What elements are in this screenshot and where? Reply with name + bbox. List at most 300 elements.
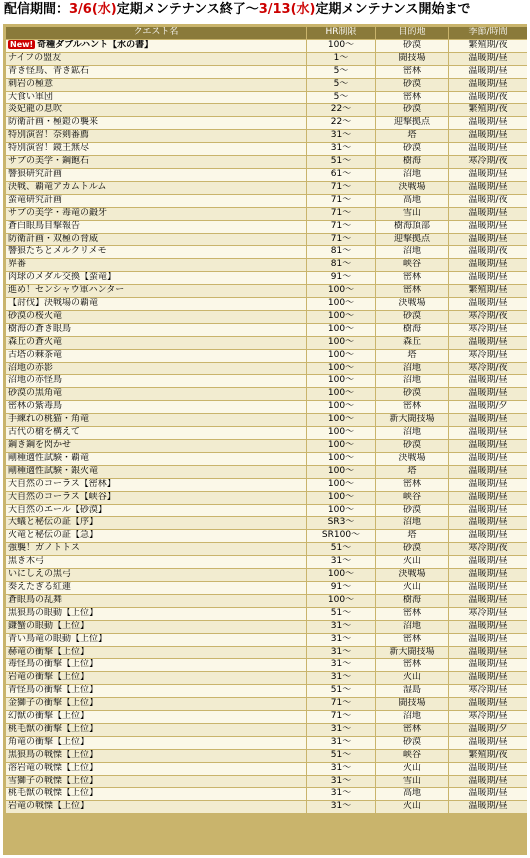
hr-limit-cell: 100〜 <box>307 569 375 581</box>
table-row <box>6 556 527 568</box>
destination-cell: 密林 <box>376 724 448 736</box>
season-time-cell: 温暖期/昼 <box>449 79 527 91</box>
table-row <box>6 595 527 607</box>
season-time-cell: 温暖期/昼 <box>449 117 527 129</box>
destination-cell: 沼地 <box>376 246 448 258</box>
table-row <box>6 363 527 375</box>
destination-cell: 密林 <box>376 401 448 413</box>
season-time-cell: 温暖期/昼 <box>449 466 527 478</box>
hr-limit-cell: 100〜 <box>307 492 375 504</box>
season-time-cell: 温暖期/昼 <box>449 259 527 271</box>
season-time-cell: 温暖期/昼 <box>449 298 527 310</box>
hr-limit-cell: 100〜 <box>307 401 375 413</box>
season-time-cell: 寒冷期/夜 <box>449 156 527 168</box>
quest-name-cell: 樹海の蒼き眼鳥 <box>6 324 306 336</box>
quest-name-cell: 溶岩竜の戦慄【上位】 <box>6 763 306 775</box>
table-row <box>6 479 527 491</box>
table-row <box>6 195 527 207</box>
season-time-cell: 温暖期/昼 <box>449 453 527 465</box>
table-row <box>6 608 527 620</box>
hr-limit-cell: SR100〜 <box>307 530 375 542</box>
quest-name-cell: 桃毛獣の戦慄【上位】 <box>6 788 306 800</box>
hr-limit-cell: 61〜 <box>307 169 375 181</box>
destination-cell: 雪山 <box>376 208 448 220</box>
destination-cell: 雪山 <box>376 776 448 788</box>
table-row <box>6 104 527 116</box>
season-time-cell: 温暖期/昼 <box>449 440 527 452</box>
quest-name-cell: 岩竜の戦慄【上位】 <box>6 801 306 813</box>
season-time-cell: 温暖期/昼 <box>449 414 527 426</box>
quest-name-cell: 砂漠の黒角竜 <box>6 388 306 400</box>
quest-name-cell: 沼地の赤影 <box>6 363 306 375</box>
season-time-cell: 温暖期/夜 <box>449 92 527 104</box>
season-time-cell: 温暖期/夕 <box>449 401 527 413</box>
season-time-cell: 寒冷期/夜 <box>449 311 527 323</box>
season-time-cell: 温暖期/昼 <box>449 530 527 542</box>
hr-limit-cell: 31〜 <box>307 556 375 568</box>
destination-cell: 塔 <box>376 466 448 478</box>
featured-quest-name: 奇種ダブルハント【水の書】 <box>37 39 154 50</box>
header-hr-limit: HR制限 <box>307 27 375 39</box>
destination-cell: 密林 <box>376 479 448 491</box>
quest-name-cell: 沼地の赤怪鳥 <box>6 375 306 387</box>
destination-cell: 密林 <box>376 92 448 104</box>
season-time-cell: 寒冷期/昼 <box>449 608 527 620</box>
table-row <box>6 530 527 542</box>
destination-cell: 迎撃拠点 <box>376 234 448 246</box>
hr-limit-cell: 100〜 <box>307 337 375 349</box>
quest-name-cell: いにしえの黒弓 <box>6 569 306 581</box>
quest-name-cell: 奏えたぎる紅蓮 <box>6 582 306 594</box>
table-row <box>6 453 527 465</box>
hr-limit-cell: 22〜 <box>307 117 375 129</box>
destination-cell: 樹海頂部 <box>376 221 448 233</box>
hr-limit-cell: 100〜 <box>307 298 375 310</box>
hr-limit-cell: 31〜 <box>307 763 375 775</box>
season-time-cell: 温暖期/昼 <box>449 595 527 607</box>
table-row <box>6 388 527 400</box>
hr-limit-cell: 5〜 <box>307 66 375 78</box>
destination-cell: 闘技場 <box>376 53 448 65</box>
destination-cell: 決戦場 <box>376 182 448 194</box>
quest-name-cell: 火竜と秘伝の証【急】 <box>6 530 306 542</box>
hr-limit-cell: 100〜 <box>307 414 375 426</box>
destination-cell: 砂漠 <box>376 104 448 116</box>
destination-cell: 新大闘技場 <box>376 647 448 659</box>
hr-limit-cell: 71〜 <box>307 234 375 246</box>
hr-limit-cell: 71〜 <box>307 711 375 723</box>
table-row <box>6 672 527 684</box>
quest-name-cell: 防衛計画・極鎧の襲来 <box>6 117 306 129</box>
hr-limit-cell: 5〜 <box>307 92 375 104</box>
season-time-cell: 温暖期/昼 <box>449 621 527 633</box>
quest-name-cell: 剛種適性試験・銀火竜 <box>6 466 306 478</box>
season-time-cell: 温暖期/昼 <box>449 375 527 387</box>
quest-name-cell: 青怪鳥の衝撃【上位】 <box>6 685 306 697</box>
season-time-cell: 温暖期/昼 <box>449 556 527 568</box>
quest-name-cell: 砂漠の桜火竜 <box>6 311 306 323</box>
quest-name-cell: 黒狼鳥の眼動【上位】 <box>6 608 306 620</box>
quest-name-cell: 黒き木弓 <box>6 556 306 568</box>
season-time-cell: 温暖期/昼 <box>449 582 527 594</box>
banner-prefix: 配信期間： <box>4 2 70 17</box>
table-row <box>6 724 527 736</box>
quest-name-cell: 黒狼鳥の戦慄【上位】 <box>6 750 306 762</box>
hr-limit-cell: 91〜 <box>307 272 375 284</box>
table-row <box>6 246 527 258</box>
table-row <box>6 543 527 555</box>
season-time-cell: 温暖期/昼 <box>449 517 527 529</box>
table-row <box>6 414 527 426</box>
destination-cell: 砂漠 <box>376 40 448 52</box>
destination-cell: 高地 <box>376 788 448 800</box>
hr-limit-cell: 51〜 <box>307 608 375 620</box>
destination-cell: 砂漠 <box>376 737 448 749</box>
season-time-cell: 温暖期/昼 <box>449 272 527 284</box>
hr-limit-cell: 31〜 <box>307 143 375 155</box>
quest-name-cell: サブの美学・毒竜の鍛牙 <box>6 208 306 220</box>
table-row <box>6 801 527 813</box>
quest-name-cell: 大自然のエール【砂漠】 <box>6 505 306 517</box>
hr-limit-cell: 100〜 <box>307 466 375 478</box>
season-time-cell: 温暖期/昼 <box>449 647 527 659</box>
hr-limit-cell: 100〜 <box>307 350 375 362</box>
hr-limit-cell: 51〜 <box>307 685 375 697</box>
season-time-cell: 繁殖期/夜 <box>449 750 527 762</box>
season-time-cell: 温暖期/昼 <box>449 169 527 181</box>
destination-cell: 火山 <box>376 582 448 594</box>
season-time-cell: 繁殖期/夜 <box>449 40 527 52</box>
hr-limit-cell: 31〜 <box>307 647 375 659</box>
quest-name-cell: 響狼研究計画 <box>6 169 306 181</box>
season-time-cell: 温暖期/昼 <box>449 659 527 671</box>
quest-name-cell: 金獅子の衝撃【上位】 <box>6 698 306 710</box>
quest-name-cell: 剛種適性試験・覇竜 <box>6 453 306 465</box>
table-row <box>6 763 527 775</box>
hr-limit-cell: 1〜 <box>307 53 375 65</box>
hr-limit-cell: 100〜 <box>307 40 375 52</box>
hr-limit-cell: 31〜 <box>307 672 375 684</box>
season-time-cell: 寒冷期/昼 <box>449 324 527 336</box>
hr-limit-cell: 100〜 <box>307 595 375 607</box>
table-header-row <box>6 27 527 39</box>
season-time-cell: 温暖期/夜 <box>449 246 527 258</box>
destination-cell: 砂漠 <box>376 440 448 452</box>
hr-limit-cell: 100〜 <box>307 375 375 387</box>
header-season-time: 季節/時間 <box>449 27 527 39</box>
table-row <box>6 285 527 297</box>
hr-limit-cell: 100〜 <box>307 285 375 297</box>
hr-limit-cell: 31〜 <box>307 801 375 813</box>
hr-limit-cell: 71〜 <box>307 208 375 220</box>
hr-limit-cell: 31〜 <box>307 724 375 736</box>
destination-cell: 沼地 <box>376 517 448 529</box>
table-row <box>6 634 527 646</box>
hr-limit-cell: 31〜 <box>307 130 375 142</box>
hr-limit-cell: SR3〜 <box>307 517 375 529</box>
season-time-cell: 温暖期/夕 <box>449 724 527 736</box>
quest-name-cell: 古塔の棘茶竜 <box>6 350 306 362</box>
destination-cell: 決戦場 <box>376 298 448 310</box>
hr-limit-cell: 100〜 <box>307 440 375 452</box>
season-time-cell: 温暖期/昼 <box>449 788 527 800</box>
hr-limit-cell: 51〜 <box>307 156 375 168</box>
quest-name-cell: 決戦、覇竜アカムトルム <box>6 182 306 194</box>
hr-limit-cell: 31〜 <box>307 621 375 633</box>
hr-limit-cell: 5〜 <box>307 79 375 91</box>
destination-cell: 決戦場 <box>376 453 448 465</box>
hr-limit-cell: 22〜 <box>307 104 375 116</box>
destination-cell: 密林 <box>376 659 448 671</box>
destination-cell: 密林 <box>376 634 448 646</box>
season-time-cell: 温暖期/昼 <box>449 763 527 775</box>
destination-cell: 塔 <box>376 350 448 362</box>
season-time-cell: 温暖期/昼 <box>449 479 527 491</box>
quest-name-cell: 桃毛獣の衝撃【上位】 <box>6 724 306 736</box>
table-row <box>6 143 527 155</box>
header-destination: 目的地 <box>376 27 448 39</box>
quest-name-cell: 青き怪鳥、青き鉱石 <box>6 66 306 78</box>
quest-name-cell: 蒼眼鳥の乱舞 <box>6 595 306 607</box>
season-time-cell: 寒冷期/夜 <box>449 543 527 555</box>
destination-cell: 火山 <box>376 672 448 684</box>
table-row <box>6 427 527 439</box>
season-time-cell: 温暖期/昼 <box>449 66 527 78</box>
hr-limit-cell: 51〜 <box>307 750 375 762</box>
season-time-cell: 温暖期/昼 <box>449 221 527 233</box>
table-row <box>6 505 527 517</box>
destination-cell: 火山 <box>376 556 448 568</box>
season-time-cell: 温暖期/昼 <box>449 801 527 813</box>
quest-name-cell: 特別演習！鏡王無尽 <box>6 143 306 155</box>
season-time-cell: 温暖期/昼 <box>449 672 527 684</box>
quest-name-cell: 幻獣の衝撃【上位】 <box>6 711 306 723</box>
destination-cell: 砂漠 <box>376 543 448 555</box>
header-quest-name: クエスト名 <box>6 27 306 39</box>
table-row <box>6 582 527 594</box>
banner-mid: 定期メンテナンス終了〜 <box>116 2 259 17</box>
season-time-cell: 温暖期/昼 <box>449 208 527 220</box>
destination-cell: 迎撃拠点 <box>376 117 448 129</box>
quest-name-cell: 特別演習！奈剣番薦 <box>6 130 306 142</box>
season-time-cell: 繁殖期/昼 <box>449 285 527 297</box>
quest-name-cell: 炎妃龍の息吹 <box>6 104 306 116</box>
destination-cell: 砂漠 <box>376 143 448 155</box>
quest-name-cell: 赫竜の衝撃【上位】 <box>6 647 306 659</box>
quest-name-cell: サブの美学・鋼飽石 <box>6 156 306 168</box>
season-time-cell: 温暖期/昼 <box>449 143 527 155</box>
destination-cell: 塔 <box>376 130 448 142</box>
table-row <box>6 401 527 413</box>
table-row <box>6 517 527 529</box>
table-row <box>6 375 527 387</box>
quest-name-cell: 肉球のメダル交換【蛮竜】 <box>6 272 306 284</box>
destination-cell: 峡谷 <box>376 750 448 762</box>
season-time-cell: 温暖期/昼 <box>449 698 527 710</box>
table-row <box>6 66 527 78</box>
quest-name-cell: 響狼たちとメルクリメモ <box>6 246 306 258</box>
destination-cell: 樹海 <box>376 156 448 168</box>
destination-cell: 砂漠 <box>376 388 448 400</box>
quest-name-cell: 刺岩の極意 <box>6 79 306 91</box>
table-row <box>6 737 527 749</box>
destination-cell: 砂漠 <box>376 311 448 323</box>
table-row <box>6 711 527 723</box>
destination-cell: 密林 <box>376 66 448 78</box>
quest-table-frame <box>3 24 527 855</box>
quest-name-cell: 防衛計画・双極の脅威 <box>6 234 306 246</box>
hr-limit-cell: 100〜 <box>307 453 375 465</box>
hr-limit-cell: 71〜 <box>307 698 375 710</box>
season-time-cell: 寒冷期/昼 <box>449 711 527 723</box>
table-row <box>6 776 527 788</box>
season-time-cell: 寒冷期/昼 <box>449 350 527 362</box>
hr-limit-cell: 31〜 <box>307 788 375 800</box>
season-time-cell: 温暖期/昼 <box>449 53 527 65</box>
quest-name-cell: 鋼き鋼を閃かせ <box>6 440 306 452</box>
destination-cell: 峡谷 <box>376 492 448 504</box>
hr-limit-cell: 71〜 <box>307 195 375 207</box>
hr-limit-cell: 31〜 <box>307 634 375 646</box>
new-badge: New! <box>10 39 34 49</box>
table-row <box>6 324 527 336</box>
quest-name-cell <box>6 40 306 52</box>
destination-cell: 沼地 <box>376 169 448 181</box>
table-row <box>6 698 527 710</box>
hr-limit-cell: 100〜 <box>307 427 375 439</box>
table-row <box>6 647 527 659</box>
hr-limit-cell: 100〜 <box>307 388 375 400</box>
destination-cell: 火山 <box>376 763 448 775</box>
season-time-cell: 温暖期/夜 <box>449 195 527 207</box>
quest-name-cell: 岩竜の衝撃【上位】 <box>6 672 306 684</box>
destination-cell: 砂漠 <box>376 505 448 517</box>
quest-name-cell: 雪獅子の戦慄【上位】 <box>6 776 306 788</box>
season-time-cell: 温暖期/昼 <box>449 634 527 646</box>
hr-limit-cell: 31〜 <box>307 659 375 671</box>
table-row <box>6 79 527 91</box>
destination-cell: 火山 <box>376 801 448 813</box>
destination-cell: 森丘 <box>376 337 448 349</box>
quest-name-cell: 蛮竜研究計画 <box>6 195 306 207</box>
table-row <box>6 182 527 194</box>
quest-name-cell: 森丘の蒼火竜 <box>6 337 306 349</box>
quest-name-cell: 進め！センシャウ軍ハンター <box>6 285 306 297</box>
destination-cell: 樹海 <box>376 324 448 336</box>
table-row <box>6 659 527 671</box>
quest-name-cell: 鎌蟹の眼動【上位】 <box>6 621 306 633</box>
destination-cell: 砂漠 <box>376 79 448 91</box>
quest-name-cell: 密林の紫毒鳥 <box>6 401 306 413</box>
quest-name-cell: 大自然のコーラス【密林】 <box>6 479 306 491</box>
table-row <box>6 685 527 697</box>
hr-limit-cell: 31〜 <box>307 737 375 749</box>
hr-limit-cell: 31〜 <box>307 776 375 788</box>
destination-cell: 密林 <box>376 608 448 620</box>
hr-limit-cell: 81〜 <box>307 259 375 271</box>
season-time-cell: 温暖期/昼 <box>449 505 527 517</box>
table-row <box>6 750 527 762</box>
quest-name-cell: 手練れの桃猫・角竜 <box>6 414 306 426</box>
destination-cell: 樹海 <box>376 595 448 607</box>
quest-table-body <box>6 40 527 813</box>
hr-limit-cell: 100〜 <box>307 505 375 517</box>
season-time-cell: 寒冷期/夜 <box>449 363 527 375</box>
table-row <box>6 440 527 452</box>
banner-suffix: 定期メンテナンス開始まで <box>315 2 471 17</box>
destination-cell: 密林 <box>376 285 448 297</box>
table-row <box>6 169 527 181</box>
destination-cell: 沼地 <box>376 375 448 387</box>
destination-cell: 新大闘技場 <box>376 414 448 426</box>
table-row <box>6 272 527 284</box>
quest-name-cell: 古代の槍を構えて <box>6 427 306 439</box>
destination-cell: 密林 <box>376 272 448 284</box>
quest-name-cell: ナイフの盟友 <box>6 53 306 65</box>
destination-cell: 沼地 <box>376 427 448 439</box>
table-row <box>6 492 527 504</box>
table-row <box>6 569 527 581</box>
destination-cell: 沼地 <box>376 711 448 723</box>
season-time-cell: 温暖期/昼 <box>449 337 527 349</box>
quest-name-cell: 大蟻と秘伝の証【序】 <box>6 517 306 529</box>
quest-name-cell: 【討伐】決戦場の覇竜 <box>6 298 306 310</box>
season-time-cell: 温暖期/昼 <box>449 130 527 142</box>
table-row <box>6 788 527 800</box>
table-row <box>6 40 527 52</box>
hr-limit-cell: 100〜 <box>307 363 375 375</box>
table-row <box>6 234 527 246</box>
table-row <box>6 156 527 168</box>
season-time-cell: 温暖期/昼 <box>449 234 527 246</box>
table-row <box>6 298 527 310</box>
banner-end-date: 3/13(水) <box>258 2 316 17</box>
table-row <box>6 221 527 233</box>
season-time-cell: 温暖期/昼 <box>449 427 527 439</box>
season-time-cell: 温暖期/昼 <box>449 569 527 581</box>
quest-name-cell: 青い鳥竜の眼動【上位】 <box>6 634 306 646</box>
table-row <box>6 208 527 220</box>
quest-table <box>5 26 528 814</box>
destination-cell: 高地 <box>376 195 448 207</box>
hr-limit-cell: 71〜 <box>307 182 375 194</box>
destination-cell: 闘技場 <box>376 698 448 710</box>
table-row <box>6 621 527 633</box>
quest-name-cell: 毒怪鳥の衝撃【上位】 <box>6 659 306 671</box>
table-row <box>6 350 527 362</box>
quest-name-cell: 強襲！ガノトトス <box>6 543 306 555</box>
table-row <box>6 117 527 129</box>
season-time-cell: 温暖期/昼 <box>449 492 527 504</box>
banner-start-date: 3/6(水) <box>69 2 117 17</box>
season-time-cell: 温暖期/昼 <box>449 388 527 400</box>
quest-name-cell: 界番 <box>6 259 306 271</box>
hr-limit-cell: 51〜 <box>307 543 375 555</box>
season-time-cell: 温暖期/昼 <box>449 182 527 194</box>
hr-limit-cell: 71〜 <box>307 221 375 233</box>
season-time-cell: 繁殖期/夜 <box>449 104 527 116</box>
season-time-cell: 寒冷期/昼 <box>449 685 527 697</box>
hr-limit-cell: 100〜 <box>307 479 375 491</box>
table-row <box>6 130 527 142</box>
table-row <box>6 259 527 271</box>
quest-name-cell: 大食い軍団 <box>6 92 306 104</box>
destination-cell: 塔 <box>376 530 448 542</box>
hr-limit-cell: 100〜 <box>307 324 375 336</box>
hr-limit-cell: 100〜 <box>307 311 375 323</box>
quest-name-cell: 大自然のコーラス【峡谷】 <box>6 492 306 504</box>
table-row <box>6 337 527 349</box>
